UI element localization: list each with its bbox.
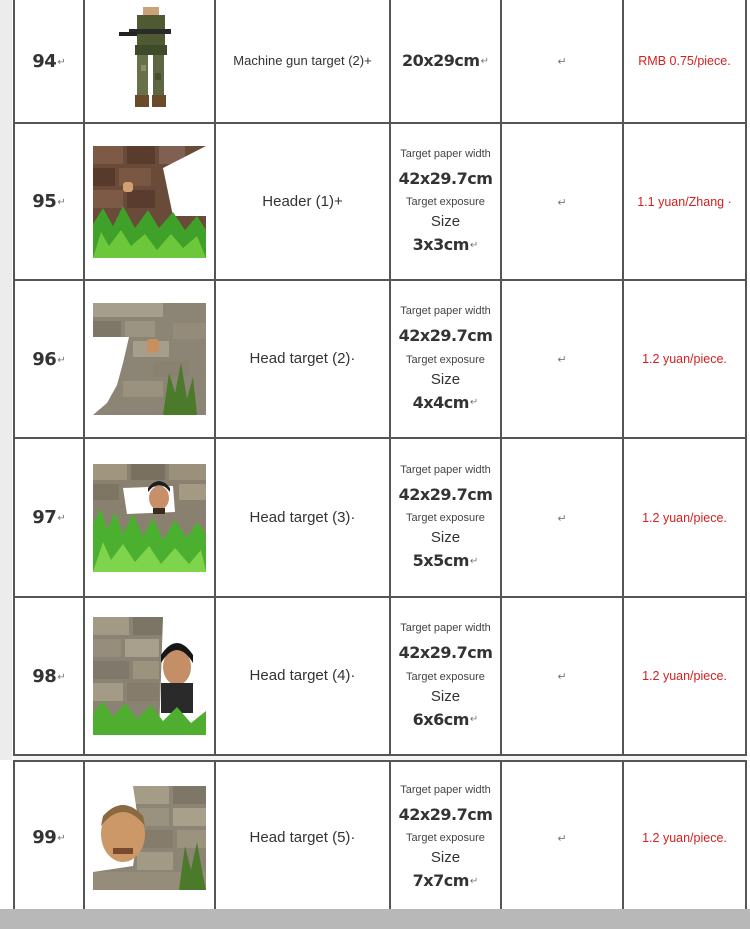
item-name-cell: Head target (5)· <box>215 761 390 913</box>
price-cell: RMB 0.75/piece. <box>623 0 746 123</box>
thumbnail-cell <box>84 761 215 913</box>
table-row <box>14 280 746 438</box>
item-name-cell: Head target (2)· <box>215 280 390 438</box>
soldier-target-image <box>115 7 185 115</box>
spec-cell: Target paper width 42x29.7cm Target exposure Size 5x5cm↵ <box>390 438 501 597</box>
thumbnail-cell <box>84 438 215 597</box>
empty-cell: ↵ <box>501 597 623 755</box>
table-row <box>14 438 746 597</box>
spec-cell: Target paper width 42x29.7cm Target exposure Size 7x7cm↵ <box>390 761 501 913</box>
price-cell: 1.2 yuan/piece. <box>623 280 746 438</box>
empty-cell: ↵ <box>501 438 623 597</box>
item-number-cell: 95↵ <box>14 123 84 280</box>
thumbnail-cell <box>84 280 215 438</box>
table-row <box>14 761 746 913</box>
table-row <box>14 123 746 280</box>
empty-cell: ↵ <box>501 0 623 123</box>
item-number-cell: 98↵ <box>14 597 84 755</box>
empty-cell: ↵ <box>501 280 623 438</box>
spec-cell: Target paper width 42x29.7cm Target exposure Size 4x4cm↵ <box>390 280 501 438</box>
wall-head-target-image <box>93 464 206 572</box>
item-name-cell: Head target (3)· <box>215 438 390 597</box>
item-name-cell: Head target (4)· <box>215 597 390 755</box>
price-cell: 1.2 yuan/piece. <box>623 438 746 597</box>
spec-cell: Target paper width 42x29.7cm Target exposure Size 6x6cm↵ <box>390 597 501 755</box>
item-number-cell: 96↵ <box>14 280 84 438</box>
empty-cell: ↵ <box>501 123 623 280</box>
item-number-cell: 97↵ <box>14 438 84 597</box>
spec-cell: Target paper width 42x29.7cm Target exposure Size 3x3cm↵ <box>390 123 501 280</box>
empty-cell: ↵ <box>501 761 623 913</box>
wall-head-target-image <box>93 146 206 258</box>
item-number-cell: 99↵ <box>14 761 84 913</box>
table-row <box>14 0 746 123</box>
left-margin-bar <box>0 0 12 760</box>
table-row <box>14 597 746 755</box>
thumbnail-cell <box>84 123 215 280</box>
bottom-bar <box>0 909 750 929</box>
wall-head-target-image <box>93 786 206 890</box>
price-table <box>13 0 747 913</box>
wall-head-target-image <box>93 303 206 415</box>
price-cell: 1.2 yuan/piece. <box>623 761 746 913</box>
thumbnail-cell <box>84 0 215 123</box>
item-number-cell: 94↵ <box>14 0 84 123</box>
price-cell: 1.2 yuan/piece. <box>623 597 746 755</box>
wall-head-target-image <box>93 617 206 735</box>
thumbnail-cell <box>84 597 215 755</box>
item-name-cell: Header (1)+ <box>215 123 390 280</box>
price-cell: 1.1 yuan/Zhang · <box>623 123 746 280</box>
item-name-cell: Machine gun target (2)+ <box>215 0 390 123</box>
spec-cell: 20x29cm↵ <box>390 0 501 123</box>
